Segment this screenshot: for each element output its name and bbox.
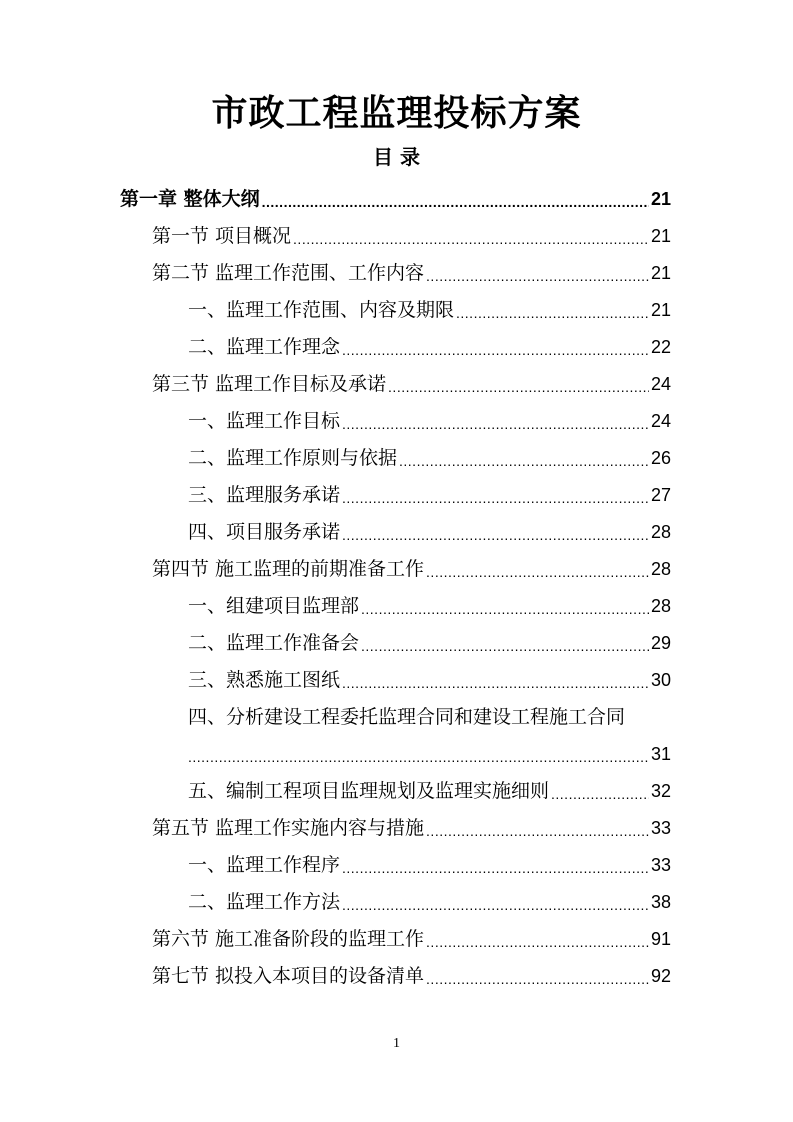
toc-entry-subsection-4-4-continuation[interactable]	[188, 730, 671, 767]
toc-leader-dots	[426, 815, 649, 841]
toc-entry-page: 24	[650, 374, 671, 394]
toc-entry-subsection-3-4[interactable]	[188, 508, 671, 545]
toc-leader-dots	[361, 630, 649, 656]
toc-entry-section-1[interactable]	[152, 212, 671, 249]
toc-entry-page: 30	[650, 670, 671, 690]
toc-entry-page: 27	[650, 485, 671, 505]
toc-entry-page: 21	[650, 300, 671, 320]
toc-entry-page: 31	[650, 744, 671, 764]
toc-entry-section-4[interactable]	[152, 545, 671, 582]
toc-leader-dots	[342, 889, 649, 915]
toc-entry-title: 二、监理工作原则与依据	[188, 447, 398, 469]
toc-entry-title: 第四节 施工监理的前期准备工作	[152, 558, 425, 580]
toc-entry-subsection-4-4[interactable]	[188, 693, 671, 730]
toc-entry-page: 33	[650, 818, 671, 838]
toc-leader-dots	[456, 297, 649, 323]
toc-entry-subsection-5-1[interactable]	[188, 841, 671, 878]
toc-entry-subsection-4-1[interactable]	[188, 582, 671, 619]
toc-entry-page: 28	[650, 522, 671, 542]
toc-entry-page: 21	[650, 226, 671, 246]
toc-entry-page: 33	[650, 855, 671, 875]
toc-leader-dots	[388, 371, 649, 397]
toc-leader-dots	[342, 408, 649, 434]
toc-entry-subsection-4-3[interactable]	[188, 656, 671, 693]
toc-entry-page: 92	[650, 966, 671, 986]
toc-entry-title: 三、熟悉施工图纸	[188, 669, 341, 691]
toc-entry-title: 五、编制工程项目监理规划及监理实施细则	[188, 780, 550, 802]
toc-heading: 目 录	[373, 145, 420, 169]
toc-entry-page: 21	[650, 189, 671, 209]
toc-entry-page: 38	[650, 892, 671, 912]
toc-leader-dots	[361, 593, 649, 619]
toc-leader-dots	[342, 667, 649, 693]
toc-entry-title: 第六节 施工准备阶段的监理工作	[152, 928, 425, 950]
toc-entry-title: 三、监理服务承诺	[188, 484, 341, 506]
page-number: 1	[393, 1036, 400, 1051]
toc-entry-title: 第七节 拟投入本项目的设备清单	[152, 965, 425, 987]
toc-entry-title: 第三节 监理工作目标及承诺	[152, 373, 387, 395]
toc-entry-subsection-4-2[interactable]	[188, 619, 671, 656]
toc-entry-page: 28	[650, 596, 671, 616]
toc-entry-section-5[interactable]	[152, 804, 671, 841]
toc-entry-title: 二、监理工作准备会	[188, 632, 360, 654]
toc-entry-page: 32	[650, 781, 671, 801]
toc-entry-section-3[interactable]	[152, 360, 671, 397]
toc-leader-dots	[426, 963, 649, 989]
toc-leader-dots	[342, 519, 649, 545]
toc-entry-page: 26	[650, 448, 671, 468]
toc-leader-dots	[426, 260, 649, 286]
toc-entry-page: 29	[650, 633, 671, 653]
toc-entry-subsection-5-2[interactable]	[188, 878, 671, 915]
toc-leader-dots	[293, 223, 649, 249]
toc-leader-dots	[188, 741, 649, 767]
toc-entry-title: 一、监理工作目标	[188, 410, 341, 432]
toc-entry-page: 21	[650, 263, 671, 283]
toc-entry-chapter-1[interactable]	[120, 175, 671, 212]
toc-entry-subsection-4-5[interactable]	[188, 767, 671, 804]
toc-entry-title: 第一节 项目概况	[152, 225, 292, 247]
toc-entry-title: 一、监理工作范围、内容及期限	[188, 299, 455, 321]
toc-entry-page: 28	[650, 559, 671, 579]
toc-entry-section-2[interactable]	[152, 249, 671, 286]
toc-entry-subsection-3-1[interactable]	[188, 397, 671, 434]
document-title: 市政工程监理投标方案	[211, 93, 582, 134]
toc-entry-subsection-3-2[interactable]	[188, 434, 671, 471]
toc-entry-title: 第五节 监理工作实施内容与措施	[152, 817, 425, 839]
toc-entry-title: 一、组建项目监理部	[188, 595, 360, 617]
toc-entry-subsection-2-1[interactable]	[188, 286, 671, 323]
toc-entry-title: 第一章 整体大纲	[120, 188, 260, 210]
toc-entry-page: 22	[650, 337, 671, 357]
toc-entry-subsection-3-3[interactable]	[188, 471, 671, 508]
toc-entry-page: 91	[650, 929, 671, 949]
toc-leader-dots	[342, 852, 649, 878]
toc-entry-subsection-2-2[interactable]	[188, 323, 671, 360]
toc-leader-dots	[426, 556, 649, 582]
toc-entry-title: 二、监理工作方法	[188, 891, 341, 913]
toc-leader-dots	[551, 778, 649, 804]
toc-entry-title: 二、监理工作理念	[188, 336, 341, 358]
toc-leader-dots	[262, 186, 649, 212]
toc-entry-title: 一、监理工作程序	[188, 854, 341, 876]
toc-entry-title: 四、项目服务承诺	[188, 521, 341, 543]
toc-entry-section-7[interactable]	[152, 952, 671, 989]
toc-leader-dots	[342, 334, 649, 360]
toc-entry-title: 第二节 监理工作范围、工作内容	[152, 262, 425, 284]
toc-leader-dots	[399, 445, 649, 471]
toc-entry-title: 四、分析建设工程委托监理合同和建设工程施工合同	[188, 706, 626, 728]
toc-leader-dots	[426, 926, 649, 952]
toc-entry-page: 24	[650, 411, 671, 431]
toc-entry-section-6[interactable]	[152, 915, 671, 952]
toc-leader-dots	[342, 482, 649, 508]
